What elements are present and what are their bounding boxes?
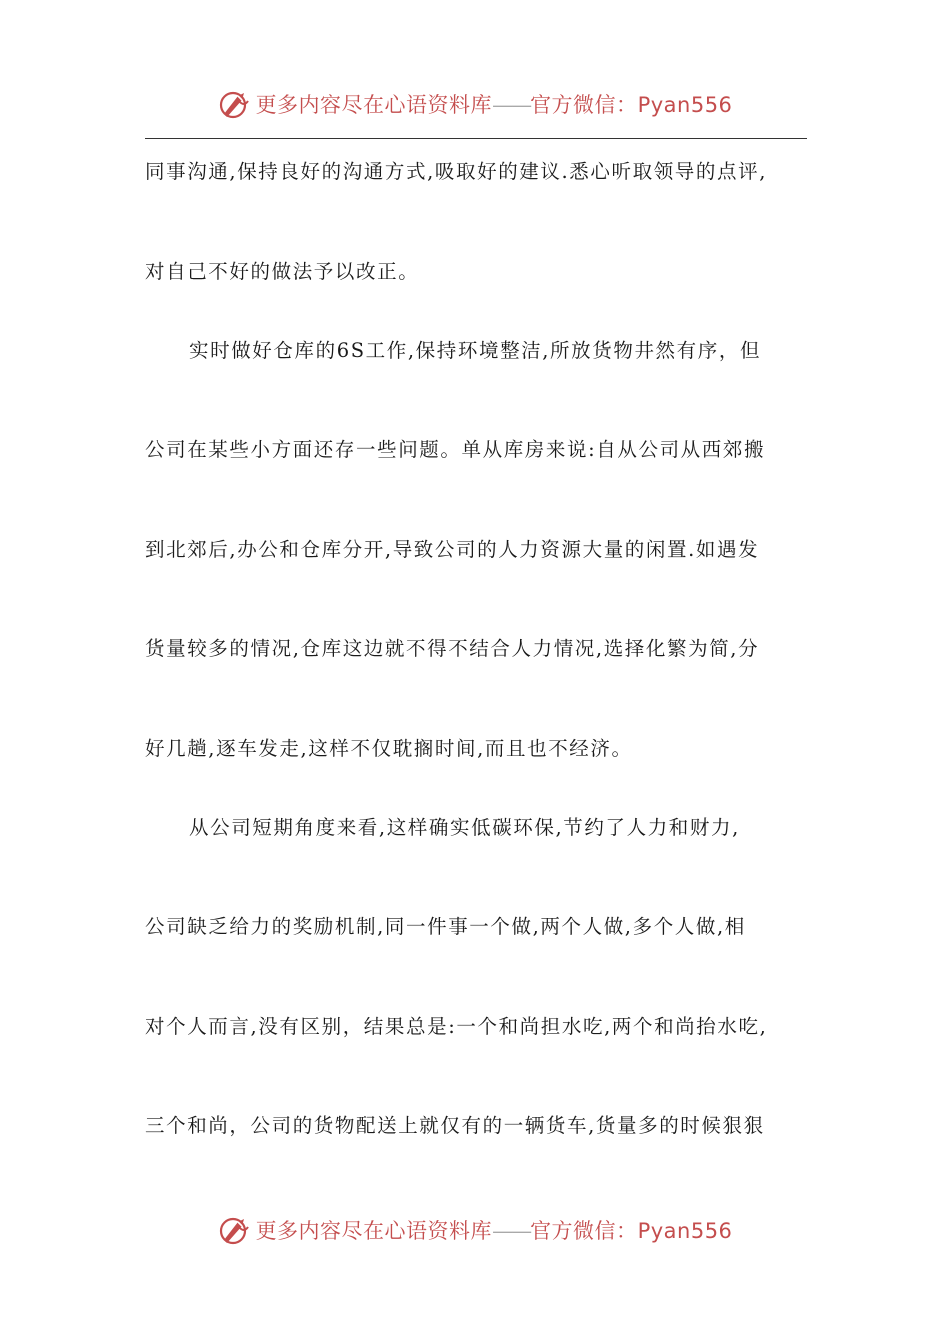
header-label: 官方微信： [530, 93, 638, 117]
pen-nib-logo-icon [218, 87, 252, 121]
footer-banner [0, 1210, 950, 1250]
header-account: Pyan556 [637, 93, 733, 117]
header-banner-text [256, 89, 733, 119]
body-line: 好几趟,逐车发走,这样不仅耽搁时间,而且也不经济。 [145, 736, 633, 760]
paragraph-first-line: 实时做好仓库的6S工作,保持环境整洁,所放货物井然有序，但 [189, 338, 762, 362]
header-slogan: 更多内容尽在心语资料库 [255, 93, 493, 117]
header-divider [145, 138, 807, 139]
paragraph-first-line: 从公司短期角度来看,这样确实低碳环保,节约了人力和财力, [189, 815, 740, 839]
body-line: 公司在某些小方面还存一些问题。单从库房来说:自从公司从西郊搬 [145, 438, 766, 461]
body-line: 对自己不好的做法予以改正。 [145, 259, 420, 283]
body-line: 到北郊后,办公和仓库分开,导致公司的人力资源大量的闲置.如遇发 [145, 537, 760, 561]
footer-account: Pyan556 [637, 1219, 733, 1243]
footer-banner-text [256, 1215, 733, 1245]
header-banner [0, 84, 950, 124]
body-line: 货量较多的情况,仓库这边就不得不结合人力情况,选择化繁为简,分 [145, 637, 760, 660]
footer-dash: —— [492, 1219, 531, 1243]
footer-slogan: 更多内容尽在心语资料库 [255, 1219, 493, 1243]
header-dash: —— [492, 93, 531, 117]
body-line: 三个和尚，公司的货物配送上就仅有的一辆货车,货量多的时候狠狠 [145, 1114, 765, 1137]
body-line: 公司缺乏给力的奖励机制,同一件事一个做,两个人做,多个人做,相 [145, 915, 746, 938]
body-line: 同事沟通,保持良好的沟通方式,吸取好的建议.悉心听取领导的点评, [145, 160, 767, 183]
body-line: 对个人而言,没有区别，结果总是:一个和尚担水吃,两个和尚抬水吃, [145, 1014, 768, 1038]
document-body [145, 153, 815, 1207]
pen-nib-logo-icon [218, 1213, 252, 1247]
footer-label: 官方微信： [530, 1219, 638, 1243]
